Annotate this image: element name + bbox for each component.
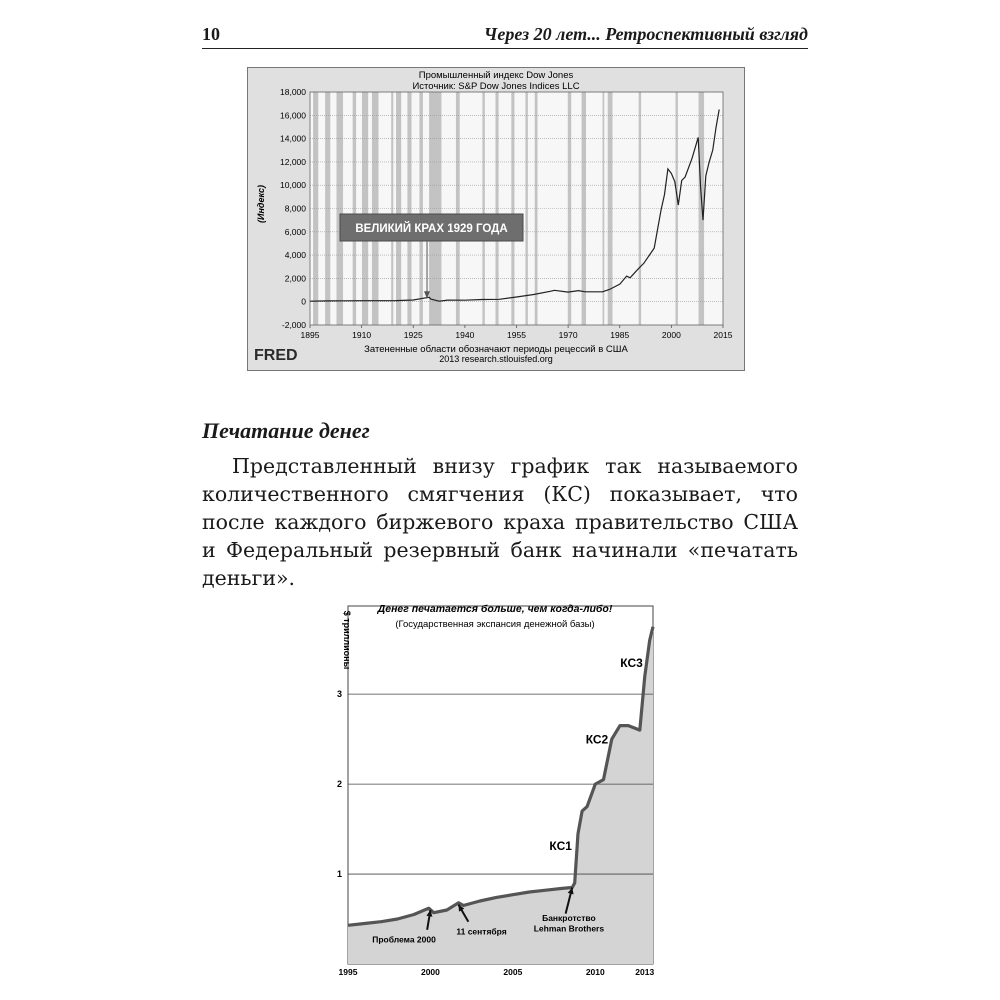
- chart1-x-tick-label: 2015: [713, 330, 733, 340]
- chart2-x-tick-label: 2005: [503, 967, 523, 977]
- chart1-x-tick-label: 1970: [558, 330, 578, 340]
- event-label-lehman-line2: Lehman Brothers: [533, 923, 605, 934]
- book-title: Через 20 лет... Ретроспективный взгляд: [483, 24, 808, 44]
- chart1-y-tick-label: 12,000: [280, 156, 306, 167]
- chart1-x-tick-label: 1925: [403, 330, 423, 340]
- chart1-source: 2013 research.stlouisfed.org: [439, 354, 553, 364]
- recession-band: [313, 92, 318, 325]
- qe-label: КС3: [620, 656, 643, 671]
- chart2-x-tick-label: 2000: [420, 967, 440, 977]
- qe-label: КС1: [549, 838, 572, 853]
- chart1-y-tick-label: 0: [301, 296, 306, 307]
- chart1-y-tick-label: 16,000: [280, 110, 306, 121]
- chart1-y-tick-label: 14,000: [280, 133, 306, 144]
- chart2-x-tick-label: 2013: [635, 967, 655, 977]
- chart2-subtitle: (Государственная экспансия денежной базы): [395, 619, 595, 630]
- chart2-ylabel: $ триллионы: [342, 610, 352, 670]
- chart1-ylabel: (Индекс): [256, 184, 266, 224]
- fred-logo-text: FRED: [254, 347, 298, 364]
- money-base-chart: [330, 592, 670, 982]
- chart1-x-tick-label: 1985: [610, 330, 630, 340]
- chart1-recession-note: Затененные области обозначают периоды рецессий в США: [364, 344, 628, 355]
- chart1-x-tick-label: 1940: [455, 330, 475, 340]
- event-label-y2k: Проблема 2000: [372, 934, 436, 945]
- dow-jones-chart-svg: [248, 68, 744, 370]
- money-base-chart-svg: [330, 592, 670, 982]
- chart2-y-tick-label: 3: [336, 689, 342, 700]
- chart1-y-tick-label: 4,000: [284, 250, 306, 261]
- crash-annotation-label: ВЕЛИКИЙ КРАХ 1929 ГОДА: [355, 223, 508, 235]
- chart1-y-tick-label: 8,000: [284, 203, 306, 214]
- chart1-x-tick-label: 1955: [507, 330, 526, 340]
- event-label-911: 11 сентября: [456, 926, 507, 937]
- chart1-y-tick-label: 6,000: [284, 226, 306, 237]
- recession-band: [325, 92, 330, 325]
- chart1-title: Промышленный индекс Dow Jones: [418, 70, 574, 81]
- chart2-y-tick-label: 2: [336, 779, 342, 790]
- page-number: 10: [202, 24, 220, 44]
- chart1-y-tick-label: -2,000: [281, 320, 306, 330]
- chart1-x-tick-label: 1895: [300, 330, 320, 340]
- chart2-x-tick-label: 2010: [585, 967, 605, 977]
- fred-logo: [254, 347, 298, 365]
- money-base-area: [348, 627, 653, 964]
- dow-jones-chart: [247, 67, 745, 371]
- chart2-title: Денег печатается больше, чем когда-либо!: [377, 603, 613, 615]
- chart2-x-tick-label: 1995: [338, 967, 358, 977]
- chart1-x-tick-label: 1910: [352, 330, 372, 340]
- section-heading: Печатание денег: [202, 418, 370, 443]
- chart1-y-tick-label: 10,000: [280, 180, 306, 191]
- chart2-y-tick-label: 1: [336, 869, 342, 880]
- chart1-y-tick-label: 2,000: [284, 273, 306, 284]
- chart1-subtitle: Источник: S&P Dow Jones Indices LLC: [412, 81, 580, 92]
- event-label-lehman-line1: Банкротство: [542, 912, 596, 923]
- qe-label: КС2: [585, 732, 609, 747]
- body-paragraph: Представленный внизу график так называемого количественного смягчения (КС) показывает, что после каждого биржевого краха правительство США и Федеральный резервный банк начинали «печатать деньги».: [202, 454, 798, 590]
- chart1-x-tick-label: 2000: [661, 330, 681, 340]
- running-header: [202, 22, 808, 49]
- chart1-y-tick-label: 18,000: [280, 87, 306, 97]
